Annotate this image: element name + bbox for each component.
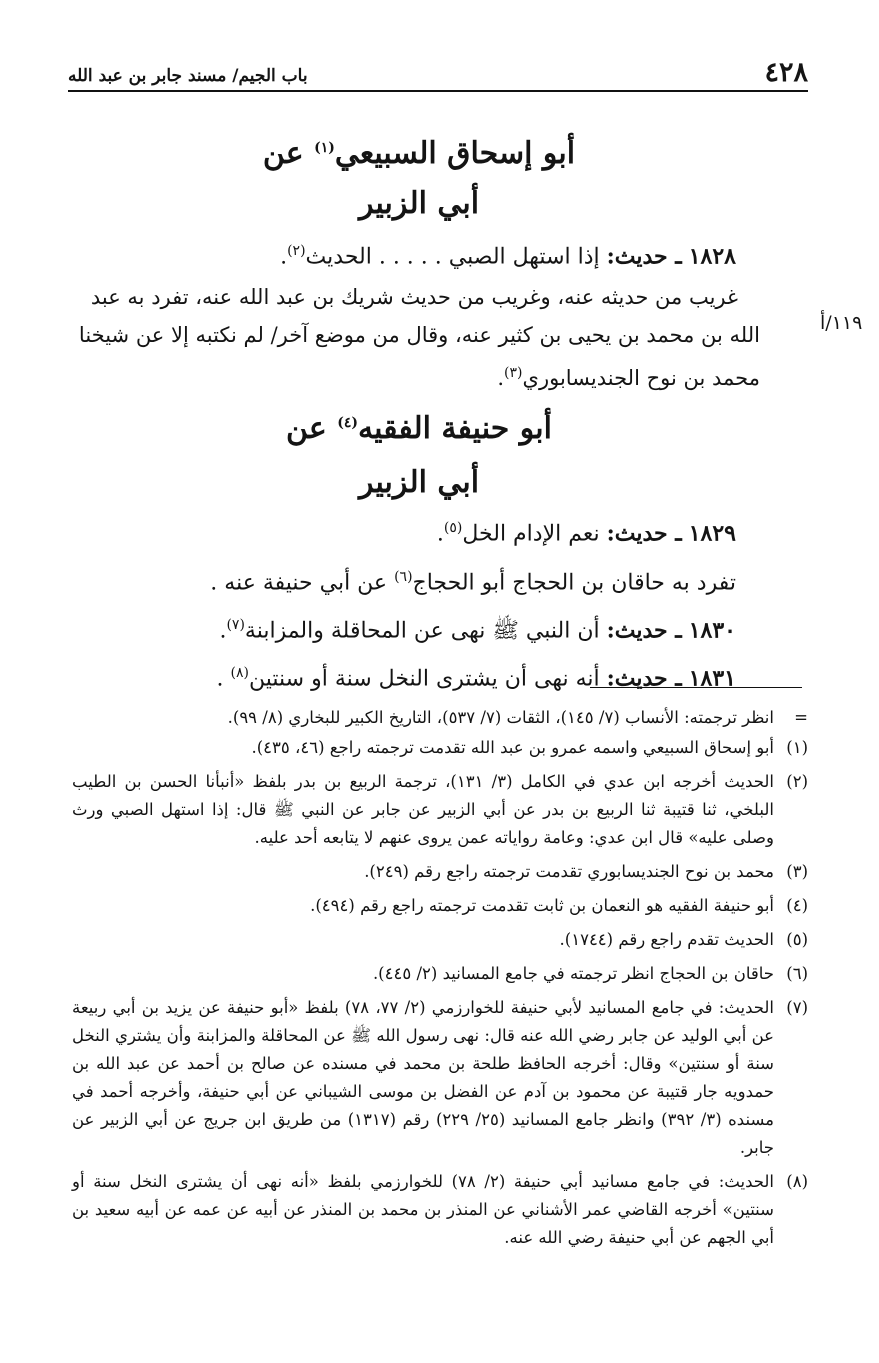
- footnote-separator: [590, 687, 802, 688]
- hadith-1831: [78, 652, 760, 700]
- section-subheading-abi-zubair: أبي الزبير: [358, 186, 480, 221]
- hadith-text: أنه نهى أن يشترى النخل سنة أو سنتين: [249, 666, 600, 692]
- hadith-1830: [78, 604, 760, 652]
- section-heading-abu-ishaq: [78, 126, 760, 176]
- footnote-ref: (٧): [226, 616, 245, 633]
- footnote-text: الحديث: في جامع مسانيد أبي حنيفة (٢/ ٧٨) للخوارزمي بلفظ «أنه نهى أن يشترى النخل سنة أو سنتين» أخرجه القاضي عمر الأشناني عن المنذر بن محمد بن المنذر عن أبيه عن عمه عن أبيه سعيد بن أبي الجهم عن أبي حنيفة رضي الله عنه.: [72, 1172, 774, 1247]
- footnote-text: انظر ترجمته: الأنساب (٧/ ١٤٥)، الثقات (٧/ ٥٣٧)، التاريخ الكبير للبخاري (٨/ ٩٩).: [227, 708, 774, 727]
- footnote-5: [72, 926, 808, 954]
- footnote-number: (٤): [786, 896, 808, 915]
- section-subheading-abi-zubair-2: أبي الزبير: [358, 465, 480, 501]
- hadith-label: ـ حديث:: [606, 617, 682, 644]
- heading-narrator: أبو حنيفة الفقيه: [358, 411, 552, 447]
- footnote-text: أبو حنيفة الفقيه هو النعمان بن ثابت تقدمت ترجمته راجع رقم (٤٩٤).: [310, 896, 774, 915]
- heading-an: عن: [286, 411, 327, 447]
- hadith-number: ١٨٢٩: [688, 520, 736, 547]
- hadith-tail: .: [280, 244, 288, 270]
- footnote-4: [72, 892, 808, 920]
- hadith-text: نعم الإدام الخل: [462, 521, 600, 547]
- main-text: [78, 118, 760, 701]
- hadith-tail: .: [219, 618, 227, 644]
- footnote-continuation: [72, 704, 808, 732]
- footnote-1: [72, 734, 808, 762]
- footnote-number: (١): [786, 738, 808, 757]
- commentary-line-2: الله بن محمد بن يحيى بن كثير عنه، وقال من موضع آخر/ لم نكتبه إلا عن شيخنا: [78, 323, 760, 348]
- footnote-ref: (٢): [287, 243, 306, 259]
- footnote-text: الحديث تقدم راجع رقم (١٧٤٤).: [559, 930, 774, 949]
- hadith-number: ١٨٢٨: [688, 243, 736, 270]
- footnote-number: (٨): [786, 1172, 808, 1191]
- footnote-text: حاقان بن الحجاج انظر ترجمته في جامع المسانيد (٢/ ٤٤٥).: [372, 964, 774, 983]
- running-title: باب الجيم/ مسند جابر بن عبد الله: [68, 66, 308, 86]
- hadith-1829: [78, 507, 760, 555]
- footnote-ref: (٦): [394, 568, 413, 585]
- footnote-6: [72, 960, 808, 988]
- footnote-number: (٣): [786, 862, 808, 881]
- footnotes: [72, 704, 808, 1258]
- hadith-label: ـ حديث:: [606, 243, 682, 270]
- footnote-number: (٦): [786, 964, 808, 983]
- footnote-ref: (٣): [504, 365, 523, 382]
- commentary-text: محمد بن نوح الجنديسابوري: [522, 366, 760, 391]
- footnote-2: [72, 768, 808, 852]
- section-heading-abu-hanifa: [78, 401, 760, 451]
- hadith-text: أن النبي ﷺ نهى عن المحاقلة والمزابنة: [244, 618, 600, 644]
- footnote-ref: (٥): [443, 520, 463, 537]
- footnote-7: [72, 994, 808, 1162]
- tafarrud-text-end: عن أبي حنيفة عنه .: [210, 569, 388, 595]
- hadith-label: ـ حديث:: [606, 665, 682, 692]
- hadith-tail: .: [216, 666, 231, 692]
- commentary-line-1: غريب من حديثه عنه، وغريب من حديث شريك بن عبد الله عنه، تفرد به عبد: [90, 285, 738, 310]
- footnote-number: =: [794, 708, 808, 727]
- footnote-text: محمد بن نوح الجنديسابوري تقدمت ترجمته راجع رقم (٢٤٩).: [364, 862, 774, 881]
- tafarrud-text: تفرد به حاقان بن الحجاج أبو الحجاج: [412, 569, 736, 595]
- footnote-number: (٧): [786, 998, 808, 1017]
- footnote-3: [72, 858, 808, 886]
- heading-an: عن: [262, 136, 304, 171]
- footnote-ref: (٨): [230, 665, 249, 682]
- hadith-number: ١٨٣٠: [688, 617, 736, 644]
- hadith-tail: .: [436, 521, 444, 547]
- running-header: [68, 56, 808, 92]
- footnote-text: الحديث أخرجه ابن عدي في الكامل (٣/ ١٣١)، ترجمة الربيع بن بدر بلفظ «أنبأنا الحسن بن الطيب البلخي، ثنا قتيبة ثنا الربيع بن بدر عن أبي الزبير عن جابر عن النبي ﷺ قال: إذا استهل الصبي ورث وصلى عليه» قال ابن عدي: وعامة رواياته عمن يروى عنهم لا يتابعه أحد عليه.: [72, 772, 774, 847]
- commentary-tail: .: [497, 366, 505, 391]
- footnote-number: (٢): [786, 772, 808, 791]
- manuscript-folio-ref: ١١٩/أ: [820, 312, 863, 334]
- footnote-text: أبو إسحاق السبيعي واسمه عمرو بن عبد الله تقدمت ترجمته راجع (٤٦، ٤٣٥).: [251, 738, 774, 757]
- hadith-1828: [78, 230, 760, 278]
- tafarrud-line: [78, 556, 760, 604]
- hadith-number: ١٨٣١: [688, 665, 736, 692]
- footnote-number: (٥): [786, 930, 808, 949]
- footnote-ref: (١): [314, 140, 335, 156]
- heading-narrator: أبو إسحاق السبيعي: [334, 136, 576, 171]
- page-number: ٤٢٨: [764, 57, 808, 88]
- hadith-text: إذا استهل الصبي . . . . . الحديث: [305, 244, 600, 270]
- hadith-label: ـ حديث:: [606, 520, 682, 547]
- footnote-ref: (٤): [337, 415, 359, 432]
- footnote-8: [72, 1168, 808, 1252]
- commentary-line-3: [78, 354, 760, 397]
- footnote-text: الحديث: في جامع المسانيد لأبي حنيفة للخوارزمي (٢/ ٧٧، ٧٨) بلفظ «أبو حنيفة عن يزيد بن أبي ربيعة عن أبي الوليد عن جابر رضي الله عنه قال: نهى رسول الله ﷺ عن المحاقلة والمزابنة وأن يشتري النخل سنة أو سنتين» وقال: أخرجه الحافظ طلحة بن محمد في مسنده عن صالح بن أحمد عن عبد الله بن حمدويه جار قتيبة عن محمود بن آدم عن الفضل بن موسى الشيباني عن أبي حنيفة، وأخرجه أحمد في مسنده (٣/ ٣٩٢) وانظر جامع المسانيد (٢٥/ ٢٢٩) رقم (١٣١٧) من طريق ابن جريج عن أبي الزبير عن جابر.: [72, 998, 775, 1157]
